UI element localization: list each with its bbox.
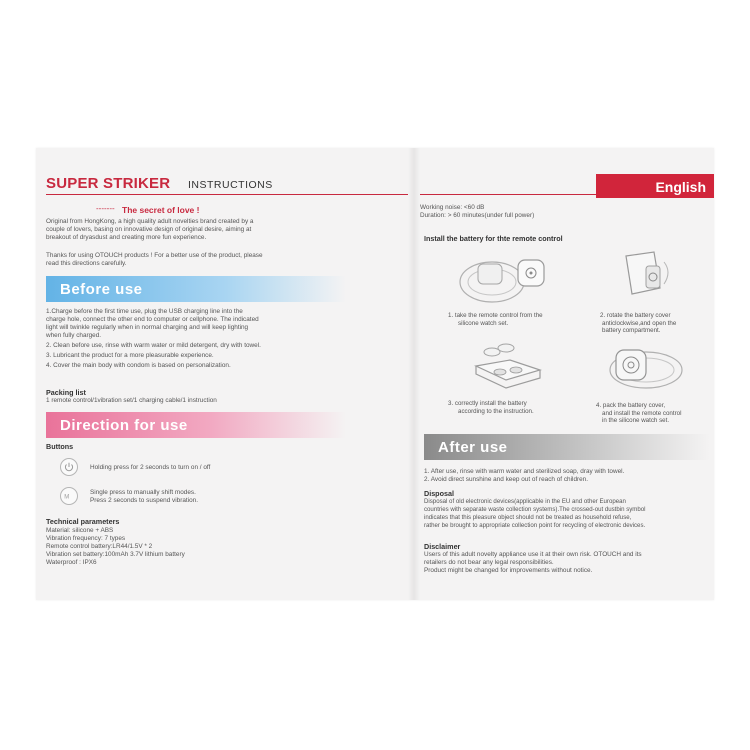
before-use-line: 3. Lubricant the product for a more pleasurable experience. — [46, 352, 214, 359]
button1-text: Holding press for 2 seconds to turn on / off — [90, 464, 211, 471]
language-badge: English — [596, 174, 714, 198]
button2-line: Single press to manually shift modes. — [90, 489, 196, 496]
disclaimer-line: Users of this adult novelty appliance use it at their own risk. OTOUCH and its — [424, 551, 642, 558]
tech-list — [46, 527, 396, 567]
battery-install-icon — [470, 340, 550, 396]
install-heading: Install the battery for thte remote control — [424, 234, 563, 243]
mode-icon-glyph — [61, 488, 77, 504]
power-icon — [60, 458, 78, 476]
watch-remove-icon — [454, 250, 554, 308]
tech-heading: Technical parameters — [46, 517, 120, 526]
instruction-sheet — [36, 148, 714, 600]
intro-line: Original from HongKong, a high quality adult novelties brand created by a — [46, 218, 254, 225]
intro-line: couple of lovers, basing on innovative design of original desire, aiming at — [46, 226, 252, 233]
disclaimer-line: Product might be changed for improvements without notice. — [424, 567, 593, 574]
packing-heading: Packing list — [46, 388, 86, 397]
left-page — [36, 148, 408, 600]
after-use-line: 2. Avoid direct sunshine and keep out of reach of children. — [424, 476, 589, 483]
product-title: SUPER STRIKER — [46, 175, 171, 192]
step-caption-line: anticlockwise,and open the — [602, 319, 677, 327]
right-page — [420, 148, 714, 600]
page-fold — [408, 148, 420, 600]
disposal-line: Disposal of old electronic devices(applicable in the EU and other European — [424, 498, 626, 505]
before-use-banner: Before use — [46, 276, 346, 302]
tech-line: Remote control battery:LR44/1.5V * 2 — [46, 543, 153, 550]
before-use-line: charge hole, connect the other end to computer or cellphone. The indicated — [46, 316, 259, 323]
after-use-banner: After use — [424, 434, 710, 460]
svg-text:M: M — [64, 494, 70, 501]
step-caption-line: in the silicone watch set. — [602, 417, 670, 425]
step-caption-line: 1. take the remote control from the — [448, 312, 543, 319]
step2-caption — [600, 312, 710, 335]
direction-banner: Direction for use — [46, 412, 346, 438]
thanks-line: read this directions carefully. — [46, 260, 127, 267]
intro-paragraph — [46, 218, 396, 242]
tech-line: Vibration frequency: 7 types — [46, 535, 126, 542]
after-use-list — [424, 468, 714, 484]
step-caption-line: silicone watch set. — [458, 319, 509, 327]
step-caption-line: 4. pack the battery cover, — [596, 402, 666, 409]
disposal-line: rather be brought to appropriate collection point for recycling of electronic devices. — [424, 522, 646, 529]
thanks-line: Thanks for using OTOUCH products ! For a better use of the product, please — [46, 252, 263, 259]
step-caption-line: battery compartment. — [602, 327, 661, 335]
before-use-line: 2. Clean before use, rinse with warm water or mild detergent, dry with towel. — [46, 342, 261, 349]
working-noise: Working noise: <60 dB — [420, 204, 485, 211]
step-caption-line: 3. correctly install the battery — [448, 400, 527, 407]
duration: Duration: > 60 minutes(under full power) — [420, 212, 535, 219]
instructions-label: INSTRUCTIONS — [188, 179, 273, 191]
disposal-heading: Disposal — [424, 489, 454, 498]
secret-heading: The secret of love ! — [122, 205, 200, 215]
disclaimer-line: retailers do not bear any legal responsibilities. — [424, 559, 554, 566]
disclaimer-heading: Disclaimer — [424, 542, 461, 551]
packing-text: 1 remote control/1vibration set/1 charging cable/1 instruction — [46, 397, 217, 404]
disposal-line: indicates that this pleasure object should not be treated as household refuse, — [424, 514, 632, 521]
intro-line: breakout of dryasdust and creating more fun experience. — [46, 234, 207, 241]
spec-lines — [420, 204, 534, 220]
tech-line: Vibration set battery:100mAh 3.7V lithium battery — [46, 551, 185, 558]
step-caption-line: 2. rotate the battery cover — [600, 312, 671, 319]
power-icon-glyph — [61, 459, 77, 475]
button2-text — [90, 489, 198, 505]
battery-cover-icon — [616, 248, 686, 310]
tech-line: Waterproof : IPX6 — [46, 559, 97, 566]
disposal-text — [424, 498, 714, 530]
step-caption-line: according to the instruction. — [458, 407, 534, 415]
disposal-line: countries with separate waste collection systems).The crossed-out dustbin symbol — [424, 506, 646, 513]
step3-caption — [448, 400, 588, 415]
secret-dashes: ------- — [96, 204, 115, 213]
before-use-list — [46, 308, 396, 370]
title-divider — [46, 194, 408, 195]
step1-caption — [448, 312, 588, 327]
watch-install-icon — [606, 340, 696, 396]
step-caption-line: and install the remote control — [602, 409, 682, 417]
button2-line: Press 2 seconds to suspend vibration. — [90, 497, 198, 504]
before-use-line: light will twinkle regularly when in normal charging and will keep lighting — [46, 324, 249, 331]
after-use-line: 1. After use, rinse with warm water and sterilized soap, dray with towel. — [424, 468, 625, 475]
before-use-line: 1.Charge before the first time use, plug the USB charging line into the — [46, 308, 243, 315]
disclaimer-text — [424, 551, 714, 575]
tech-line: Material: silicone + ABS — [46, 527, 114, 534]
step4-caption — [596, 402, 712, 425]
mode-icon — [60, 487, 78, 505]
before-use-line: 4. Cover the main body with condom is based on personalization. — [46, 362, 231, 369]
before-use-line: when fully charged. — [46, 332, 102, 339]
thanks-paragraph — [46, 252, 396, 268]
buttons-heading: Buttons — [46, 442, 74, 451]
